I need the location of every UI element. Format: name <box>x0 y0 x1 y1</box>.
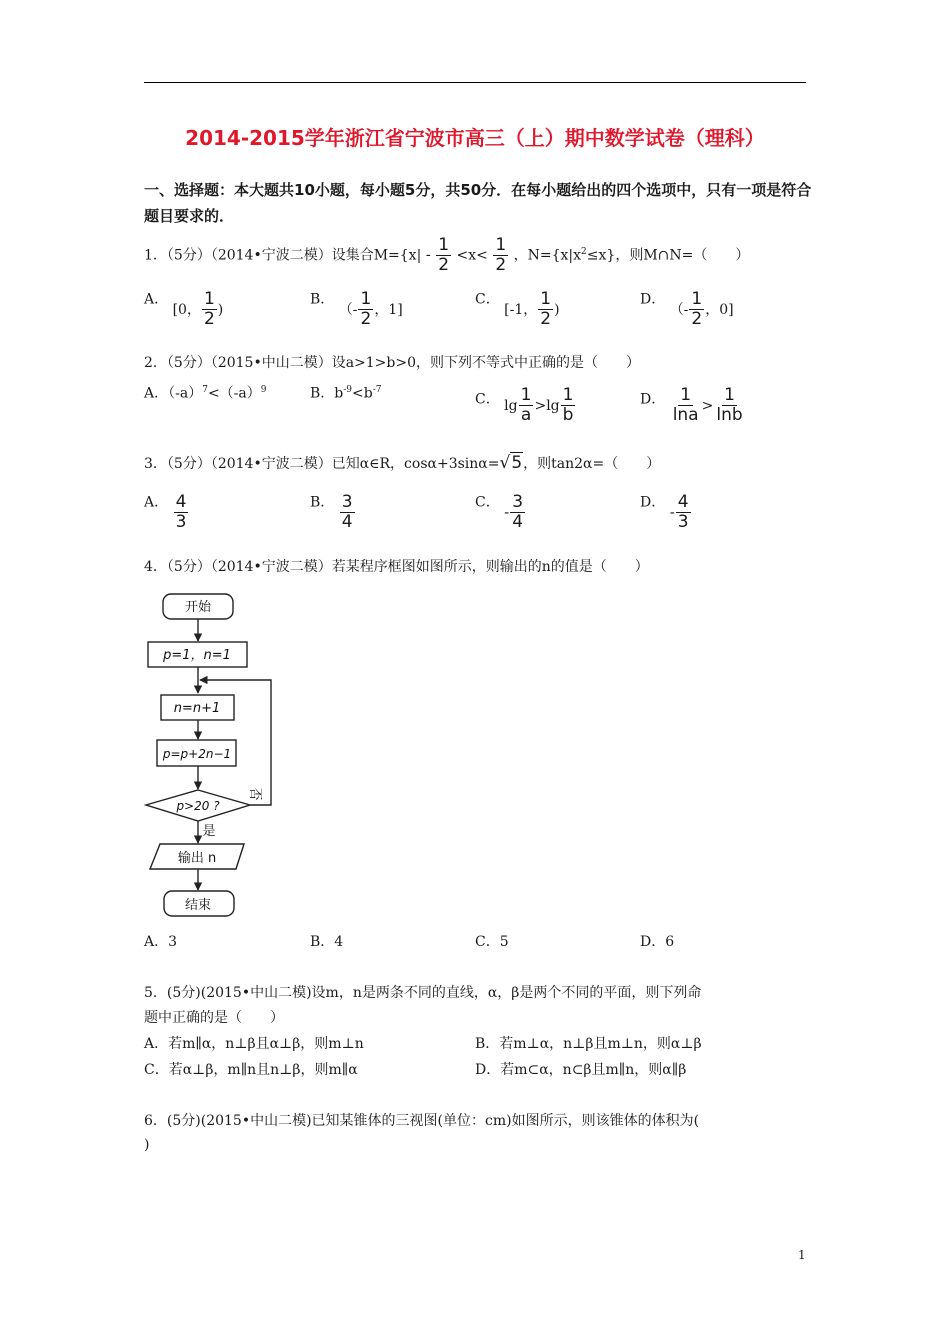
q3-a-label: A． <box>144 494 169 511</box>
q3-text: 3．（5分）（2014•宁波二模）已知α∈R，cosα+3sinα= <box>144 456 500 472</box>
q1-d-post: ，0] <box>705 301 734 318</box>
flow-yes-label: 是 <box>202 824 216 839</box>
q3-b-den: 4 <box>341 512 353 532</box>
q4-option-c: C．5 <box>475 934 509 950</box>
question-4: 4．（5分）（2014•宁波二模）若某程序框图如图所示，则输出的n的值是（ ） <box>144 559 649 575</box>
page-title: 2014-2015学年浙江省宁波市高三（上）期中数学试卷（理科） <box>185 126 765 150</box>
q3-d-den: 3 <box>677 512 689 532</box>
q3-b-label: B． <box>310 494 335 511</box>
q1-a-fraction <box>202 290 217 329</box>
q1-text-b: ，N={x|x <box>513 247 582 264</box>
q4-option-b: B．4 <box>310 934 344 950</box>
q2-b-text-1: b <box>334 385 344 402</box>
q2-d-label: D． <box>640 391 666 408</box>
q3-sqrt: √5 <box>499 453 523 473</box>
q3-c-fraction <box>510 493 525 532</box>
header-rule <box>144 82 806 83</box>
q1-b-post: ，1] <box>374 301 403 318</box>
q2-d-den-b: lnb <box>716 405 743 425</box>
q3-a-num: 4 <box>175 492 187 512</box>
q1-fraction-2-den: 2 <box>495 255 507 275</box>
q1-text-a: 1．（5分）（2014•宁波二模）设集合M={x| <box>144 247 422 264</box>
q1-c-pre: [-1， <box>504 301 538 318</box>
q5-option-d: D．若m⊂α，n⊂β且m∥n，则α∥β <box>475 1062 687 1078</box>
q3-c-den: 4 <box>512 512 524 532</box>
section-heading: 一、选择题：本大题共10小题，每小题5分，共50分．在每小题给出的四个选项中，只有一项是符合题目要求的． <box>144 181 812 225</box>
q1-fraction-den: 2 <box>438 255 450 275</box>
q2-a-exp-2: 9 <box>260 385 267 395</box>
question-1 <box>144 236 749 275</box>
q4-option-d: D．6 <box>640 934 675 950</box>
q1-text-c: ≤x}，则M∩N=（ ） <box>586 247 750 264</box>
q2-d-num-b: 1 <box>724 385 735 405</box>
flow-init-label: p=1，n=1 <box>163 648 231 663</box>
q3-d-label: D． <box>640 494 666 511</box>
q1-fraction-num: 1 <box>438 235 450 255</box>
q1-a-label: A． <box>144 291 169 308</box>
q3-radicand: 5 <box>511 453 523 473</box>
q2-c-lg-1: lg <box>504 397 518 414</box>
flow-step2-label: p=p+2n−1 <box>162 747 232 761</box>
q1-b-label: B． <box>310 291 335 308</box>
q3-b-num: 3 <box>341 492 353 512</box>
flow-output-label: 输出 n <box>177 851 217 866</box>
q3-text-b: ，则tan2α=（ ） <box>523 456 661 472</box>
q2-c-gt: > <box>534 397 547 414</box>
q2-option-b <box>310 380 382 404</box>
q1-d-label: D． <box>640 291 666 308</box>
q1-a-pre: [0， <box>172 301 201 318</box>
q2-a-text-2: <（-a） <box>207 385 261 402</box>
q2-c-den-b: b <box>562 405 574 425</box>
question-5-line-2: 题中正确的是（ ） <box>144 1010 284 1026</box>
q5-option-c: C．若α⊥β，m∥n且n⊥β，则m∥α <box>144 1062 358 1078</box>
q1-d-den: 2 <box>691 309 703 329</box>
q1-d-num: 1 <box>691 289 703 309</box>
flow-step1-label: n=n+1 <box>173 701 221 716</box>
q1-square: 2 <box>581 246 587 257</box>
q1-fraction-2-num: 1 <box>495 235 507 255</box>
q1-option-c <box>475 280 560 329</box>
q1-a-post: ) <box>217 301 224 318</box>
q1-b-pre: （- <box>338 301 358 318</box>
q2-b-text-2: <b <box>352 385 373 402</box>
page-number: 1 <box>798 1248 806 1262</box>
q3-c-num: 3 <box>512 492 524 512</box>
q1-c-num: 1 <box>540 289 552 309</box>
q1-d-fraction <box>689 290 704 329</box>
q2-a-exp-1: 7 <box>202 385 208 395</box>
q3-option-b <box>310 483 356 532</box>
q3-d-sign: - <box>669 504 675 521</box>
question-6-line-1: 6．(5分)(2015•中山二模)已知某锥体的三视图(单位：cm)如图所示，则该锥体的体积为( <box>144 1113 700 1129</box>
question-2: 2．（5分）（2015•中山二模）设a>1>b>0，则下列不等式中正确的是（ ） <box>144 355 641 371</box>
q3-option-a <box>144 483 189 532</box>
q1-a-num: 1 <box>203 289 215 309</box>
flow-condition-label: p>20 ? <box>176 799 220 813</box>
q2-b-exp-1: -9 <box>343 385 353 395</box>
q1-c-label: C． <box>475 291 500 308</box>
q1-fraction-2 <box>493 236 508 275</box>
q2-a-label: A． <box>144 385 169 402</box>
q3-a-den: 3 <box>175 512 187 532</box>
q1-c-den: 2 <box>540 309 552 329</box>
q2-c-num-a: 1 <box>520 385 532 405</box>
q4-option-a: A．3 <box>144 934 178 950</box>
q2-d-fraction-a <box>671 386 701 425</box>
q1-c-fraction <box>538 290 553 329</box>
q2-d-fraction-b <box>714 386 744 425</box>
q5-option-a: A．若m∥α，n⊥β且α⊥β，则m⊥n <box>144 1036 364 1052</box>
q1-option-a <box>144 280 224 329</box>
flowchart <box>140 590 290 922</box>
q2-b-exp-2: -7 <box>372 385 382 395</box>
question-3 <box>144 453 660 474</box>
q5-option-b: B．若m⊥α，n⊥β且m⊥n，则α⊥β <box>475 1036 702 1052</box>
q3-d-num: 4 <box>677 492 689 512</box>
q2-option-d <box>640 380 746 425</box>
flow-start-label: 开始 <box>184 600 212 615</box>
q1-minus: - <box>425 247 431 264</box>
q3-option-c <box>475 483 526 532</box>
q2-b-label: B． <box>310 385 335 402</box>
q2-c-fraction-b <box>561 386 576 425</box>
q3-b-fraction <box>340 493 355 532</box>
flow-end-label: 结束 <box>184 898 212 913</box>
q2-option-c <box>475 380 576 425</box>
q3-c-sign: - <box>504 504 510 521</box>
q2-option-a <box>144 380 266 404</box>
q2-d-gt: > <box>701 397 714 414</box>
q1-b-den: 2 <box>360 309 372 329</box>
flow-no-label: 否 <box>247 787 262 801</box>
q2-d-num-a: 1 <box>680 385 692 405</box>
q1-fraction <box>436 236 451 275</box>
question-6-line-2: ) <box>144 1137 150 1153</box>
q1-b-num: 1 <box>360 289 372 309</box>
q2-c-lg-2: lg <box>546 397 560 414</box>
q2-d-den-a: lna <box>672 405 699 425</box>
q1-inequality: <x< <box>456 247 488 264</box>
q1-a-den: 2 <box>203 309 215 329</box>
q3-d-fraction <box>676 493 691 532</box>
q2-c-den-a: a <box>520 405 532 425</box>
q3-c-label: C． <box>475 494 500 511</box>
q2-c-num-b: 1 <box>562 385 574 405</box>
q1-option-d <box>640 280 734 329</box>
question-5-line-1: 5．(5分)(2015•中山二模)设m，n是两条不同的直线，α，β是两个不同的平面，则下列命 <box>144 985 702 1001</box>
q1-d-pre: （- <box>669 301 689 318</box>
q1-b-fraction <box>358 290 373 329</box>
q2-c-fraction-a <box>519 386 534 425</box>
q1-c-post: ) <box>554 301 560 318</box>
q3-option-d <box>640 483 692 532</box>
q2-c-label: C． <box>475 391 500 408</box>
q2-a-text-1: （-a） <box>168 385 203 402</box>
q3-a-fraction <box>174 493 189 532</box>
q1-option-b <box>310 280 403 329</box>
